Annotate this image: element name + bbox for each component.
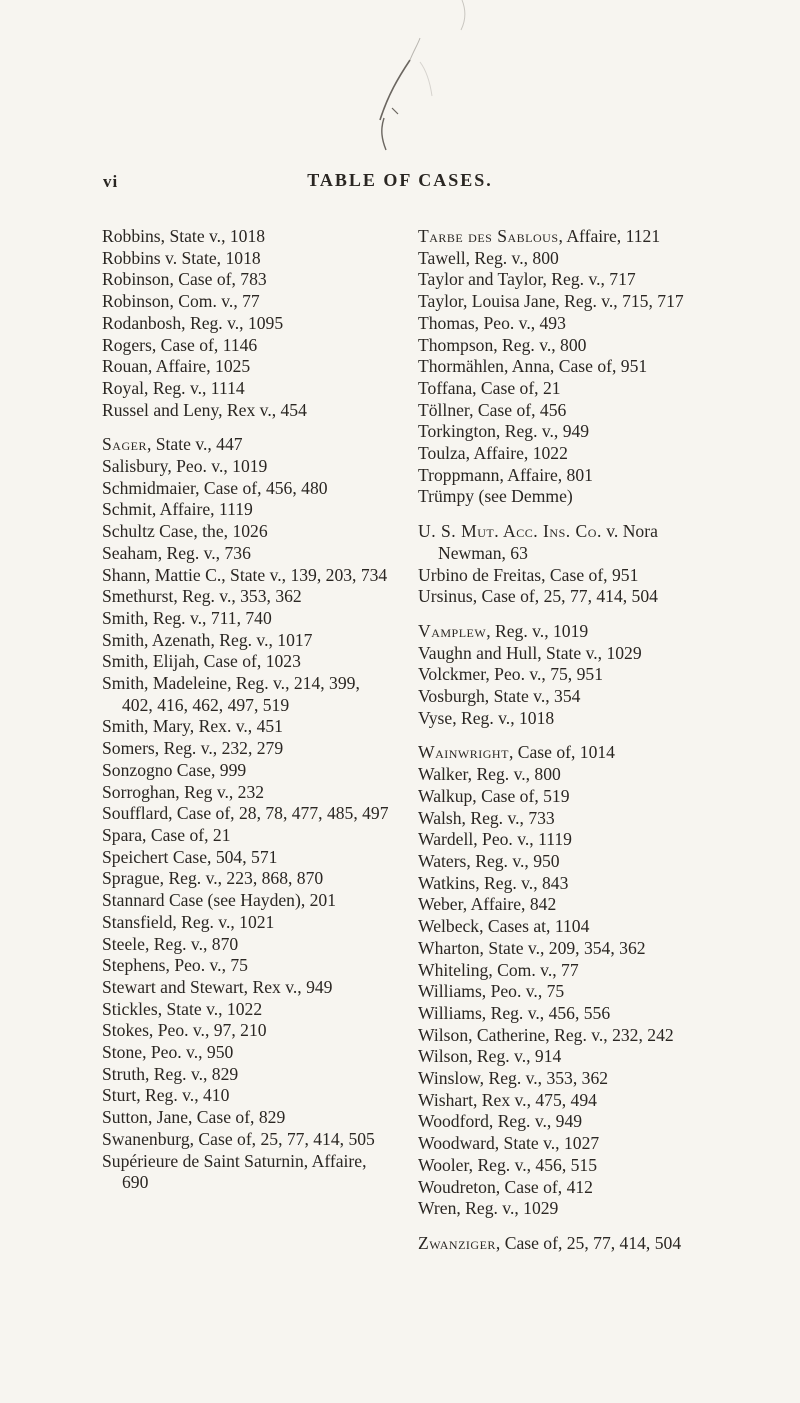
entry-text: Walkup, Case of, 519 (418, 785, 570, 806)
index-entry (418, 486, 714, 508)
entry-text: Watkins, Reg. v., 843 (418, 872, 569, 893)
index-entry (102, 847, 392, 869)
entry-text: Smith, Madeleine, Reg. v., 214, 399, 402, 416, 462, 497, 519 (102, 673, 360, 715)
index-entry (418, 248, 714, 270)
index-entry (102, 1151, 392, 1194)
index-entry (418, 1233, 714, 1255)
entry-lead: Wainwright (418, 742, 509, 763)
index-entry (418, 621, 714, 643)
entry-text: Schmidmaier, Case of, 456, 480 (102, 477, 328, 498)
entry-text: Williams, Peo. v., 75 (418, 981, 565, 1002)
index-entry (418, 465, 714, 487)
entry-text: Winslow, Reg. v., 353, 362 (418, 1068, 609, 1089)
index-entry (418, 786, 714, 808)
index-entry (102, 608, 392, 630)
index-entry (102, 716, 392, 738)
entry-text: Toffana, Case of, 21 (418, 377, 561, 398)
index-entry (102, 760, 392, 782)
index-entry (418, 1090, 714, 1112)
entry-text: v. Nora Newman, 63 (438, 521, 658, 563)
entry-text: , State v., 447 (146, 434, 243, 455)
entry-text: Speichert Case, 504, 571 (102, 846, 278, 867)
entry-text: Supérieure de Saint Saturnin, Affaire, 690 (102, 1150, 367, 1193)
entry-text: Trümpy (see Demme) (418, 486, 573, 507)
index-entry (418, 313, 714, 335)
index-entry (102, 912, 392, 934)
index-entry (418, 764, 714, 786)
entry-text: Walker, Reg. v., 800 (418, 764, 561, 785)
index-entry (418, 291, 714, 313)
entry-text: Ursinus, Case of, 25, 77, 414, 504 (418, 586, 658, 607)
entry-text: Shann, Mattie C., State v., 139, 203, 734 (102, 564, 388, 585)
index-entry (102, 335, 392, 357)
entry-text: Toulza, Affaire, 1022 (418, 443, 568, 464)
index-entry (102, 651, 392, 673)
index-entry (102, 934, 392, 956)
index-entry (418, 1046, 714, 1068)
entry-text: Somers, Reg. v., 232, 279 (102, 738, 284, 759)
index-entry (102, 1107, 392, 1129)
entry-text: Tawell, Reg. v., 800 (418, 247, 559, 268)
entry-text: Wishart, Rex v., 475, 494 (418, 1089, 597, 1110)
index-entry (418, 226, 714, 248)
index-entry (102, 543, 392, 565)
entry-text: Schmit, Affaire, 1119 (102, 499, 253, 520)
index-entry (418, 1025, 714, 1047)
entry-text: Smith, Elijah, Case of, 1023 (102, 651, 301, 672)
index-entry (418, 586, 714, 608)
index-entry (418, 686, 714, 708)
entry-text: Robbins, State v., 1018 (102, 226, 266, 246)
entry-text: Stephens, Peo. v., 75 (102, 955, 248, 976)
entry-text: Sturt, Reg. v., 410 (102, 1085, 230, 1106)
entry-text: Smith, Reg. v., 711, 740 (102, 607, 272, 628)
entry-text: Volckmer, Peo. v., 75, 951 (418, 664, 603, 685)
entry-text: Struth, Reg. v., 829 (102, 1063, 239, 1084)
entry-text: Stewart and Stewart, Rex v., 949 (102, 976, 333, 997)
entry-text: Weber, Affaire, 842 (418, 894, 557, 915)
entry-text: Sonzogno Case, 999 (102, 759, 247, 780)
entry-text: Robinson, Com. v., 77 (102, 291, 260, 312)
entry-text: Stokes, Peo. v., 97, 210 (102, 1020, 267, 1041)
entry-text: Torkington, Reg. v., 949 (418, 421, 590, 442)
entry-text: Walsh, Reg. v., 733 (418, 807, 555, 828)
index-entry (102, 499, 392, 521)
index-entry (102, 378, 392, 400)
index-entry (102, 400, 392, 422)
index-entry (418, 873, 714, 895)
entry-text: Smith, Mary, Rex. v., 451 (102, 716, 283, 737)
index-entry (102, 521, 392, 543)
entry-lead: Tarbe des Sablous (418, 226, 559, 246)
entry-text: Vaughn and Hull, State v., 1029 (418, 642, 642, 663)
index-entry (418, 269, 714, 291)
right-column (418, 226, 714, 1255)
index-entry (102, 1085, 392, 1107)
index-entry (418, 960, 714, 982)
entry-text: Steele, Reg. v., 870 (102, 933, 239, 954)
entry-text: Wardell, Peo. v., 1119 (418, 829, 572, 850)
entry-text: Smith, Azenath, Reg. v., 1017 (102, 629, 313, 650)
index-entry (102, 1129, 392, 1151)
entry-text: Taylor, Louisa Jane, Reg. v., 715, 717 (418, 291, 684, 312)
entry-text: Woodford, Reg. v., 949 (418, 1111, 583, 1132)
index-entry (418, 808, 714, 830)
index-entry (102, 1064, 392, 1086)
entry-text: Vosburgh, State v., 354 (418, 686, 581, 707)
entry-text: Wharton, State v., 209, 354, 362 (418, 937, 646, 958)
index-entry (418, 981, 714, 1003)
entry-text: Sprague, Reg. v., 223, 868, 870 (102, 868, 324, 889)
index-entry (418, 1177, 714, 1199)
entry-text: , Case of, 25, 77, 414, 504 (495, 1232, 682, 1253)
index-entry (418, 1155, 714, 1177)
entry-text: Welbeck, Cases at, 1104 (418, 916, 590, 937)
index-entry (102, 890, 392, 912)
index-entry (418, 851, 714, 873)
page-number: vi (103, 172, 119, 191)
index-entry (418, 742, 714, 764)
index-entry (102, 291, 392, 313)
index-entry (102, 226, 392, 248)
index-entry (418, 378, 714, 400)
index-entry (102, 1020, 392, 1042)
entry-text: Spara, Case of, 21 (102, 824, 231, 845)
index-entry (418, 938, 714, 960)
entry-text: Rouan, Affaire, 1025 (102, 356, 251, 377)
left-column (102, 226, 392, 1194)
index-entry (418, 664, 714, 686)
running-head: TABLE OF CASES. (307, 170, 493, 190)
index-entry (418, 1003, 714, 1025)
index-entry (418, 356, 714, 378)
entry-text: Troppmann, Affaire, 801 (418, 464, 593, 485)
index-entry (418, 335, 714, 357)
entry-text: Rodanbosh, Reg. v., 1095 (102, 312, 284, 333)
index-entry (102, 313, 392, 335)
entry-text: Stone, Peo. v., 950 (102, 1042, 234, 1063)
index-entry (102, 586, 392, 608)
index-entry (418, 421, 714, 443)
pencil-mark-icon (340, 0, 490, 170)
entry-text: Wilson, Reg. v., 914 (418, 1046, 562, 1067)
entry-text: Thormählen, Anna, Case of, 951 (418, 356, 648, 377)
index-entry (418, 916, 714, 938)
index-entry (418, 1198, 714, 1220)
entry-text: Russel and Leny, Rex v., 454 (102, 399, 307, 420)
entry-text: Woudreton, Case of, 412 (418, 1176, 593, 1197)
entry-text: Swanenburg, Case of, 25, 77, 414, 505 (102, 1128, 375, 1149)
entry-text: Sorroghan, Reg v., 232 (102, 781, 265, 802)
index-entry (418, 894, 714, 916)
entry-text: Urbino de Freitas, Case of, 951 (418, 564, 639, 585)
entry-lead: Vamplew (418, 620, 487, 641)
entry-lead: Sager (102, 434, 147, 455)
entry-text: Töllner, Case of, 456 (418, 399, 567, 420)
index-entry (102, 248, 392, 270)
entry-text: Robinson, Case of, 783 (102, 269, 267, 290)
index-entry (102, 1042, 392, 1064)
index-entry (102, 630, 392, 652)
entry-text: Wilson, Catherine, Reg. v., 232, 242 (418, 1024, 674, 1045)
entry-text: Sutton, Jane, Case of, 829 (102, 1107, 286, 1128)
index-entry (418, 443, 714, 465)
entry-text: Royal, Reg. v., 1114 (102, 377, 245, 398)
index-entry (418, 829, 714, 851)
index-entry (102, 825, 392, 847)
index-entry (102, 356, 392, 378)
entry-text: Waters, Reg. v., 950 (418, 850, 560, 871)
entry-text: , Reg. v., 1019 (486, 620, 589, 641)
entry-text: Williams, Reg. v., 456, 556 (418, 1002, 611, 1023)
index-entry (102, 782, 392, 804)
entry-text: Salisbury, Peo. v., 1019 (102, 456, 268, 477)
entry-text: Stannard Case (see Hayden), 201 (102, 890, 337, 911)
index-entry (418, 708, 714, 730)
index-entry (102, 999, 392, 1021)
index-entry (418, 1111, 714, 1133)
index-entry (418, 1133, 714, 1155)
index-entry (102, 955, 392, 977)
entry-text: Wooler, Reg. v., 456, 515 (418, 1154, 598, 1175)
entry-text: Thomas, Peo. v., 493 (418, 312, 566, 333)
entry-text: Whiteling, Com. v., 77 (418, 959, 579, 980)
index-entry (418, 521, 714, 564)
index-entry (102, 269, 392, 291)
entry-lead: Zwanziger (418, 1232, 496, 1253)
index-entry (102, 456, 392, 478)
index-entry (102, 673, 392, 716)
entry-text: Schultz Case, the, 1026 (102, 521, 268, 542)
entry-text: Vyse, Reg. v., 1018 (418, 707, 555, 728)
index-entry (418, 643, 714, 665)
entry-lead: U. S. Mut. Acc. Ins. Co. (418, 521, 602, 542)
index-entry (102, 977, 392, 999)
index-entry (102, 803, 392, 825)
entry-text: Stickles, State v., 1022 (102, 998, 263, 1019)
index-entry (418, 1068, 714, 1090)
index-entry (102, 434, 392, 456)
entry-text: , Case of, 1014 (508, 742, 615, 763)
index-entry (102, 868, 392, 890)
index-entry (102, 565, 392, 587)
entry-text: Seaham, Reg. v., 736 (102, 542, 251, 563)
entry-text: Stansfield, Reg. v., 1021 (102, 911, 275, 932)
index-entry (102, 478, 392, 500)
entry-text: Robbins v. State, 1018 (102, 247, 261, 268)
entry-text: Taylor and Taylor, Reg. v., 717 (418, 269, 636, 290)
entry-text: Soufflard, Case of, 28, 78, 477, 485, 497 (102, 803, 389, 824)
entry-text: Rogers, Case of, 1146 (102, 334, 258, 355)
entry-text: Woodward, State v., 1027 (418, 1133, 600, 1154)
index-entry (418, 400, 714, 422)
index-entry (418, 565, 714, 587)
index-entry (102, 738, 392, 760)
entry-text: , Affaire, 1121 (558, 226, 661, 246)
entry-text: Smethurst, Reg. v., 353, 362 (102, 586, 302, 607)
entry-text: Wren, Reg. v., 1029 (418, 1198, 559, 1219)
entry-text: Thompson, Reg. v., 800 (418, 334, 587, 355)
